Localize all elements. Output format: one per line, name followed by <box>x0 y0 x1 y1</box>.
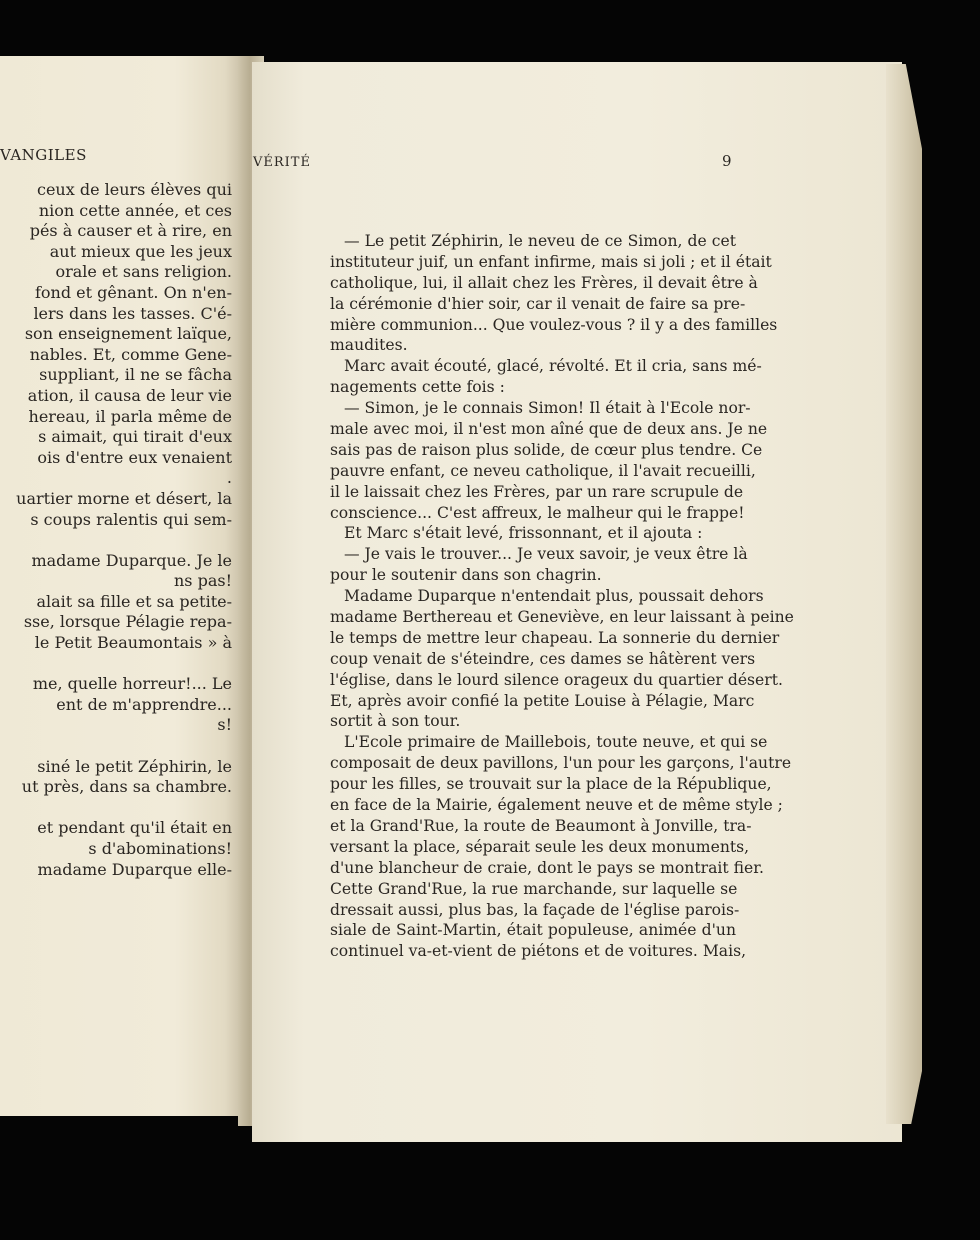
right-text-line: male avec moi, il n'est mon aîné que de deux ans. Je ne <box>330 420 768 439</box>
left-text-line: madame Duparque elle- <box>37 859 232 879</box>
right-text-line: d'une blancheur de craie, dont le pays se montrait fier. <box>330 858 764 877</box>
right-text-line: — Je vais le trouver... Je veux savoir, je veux être là <box>344 545 748 564</box>
right-text-line: coup venait de s'éteindre, ces dames se hâtèrent vers <box>330 649 756 668</box>
right-text-line: pour le soutenir dans son chagrin. <box>330 566 602 585</box>
right-text-line: nagements cette fois : <box>330 378 505 397</box>
left-text-line <box>0 736 232 757</box>
right-text-line: siale de Saint-Martin, était populeuse, animée d'un <box>330 921 736 940</box>
right-text-line: Madame Duparque n'entendait plus, poussait dehors <box>344 587 764 606</box>
right-text-line: pour les filles, se trouvait sur la place de la République, <box>330 775 772 794</box>
left-text-line: sse, lorsque Pélagie repa- <box>23 612 232 632</box>
right-text-line: et la Grand'Rue, la route de Beaumont à Jonville, tra- <box>330 816 752 835</box>
left-text-line: aut mieux que les jeux <box>49 241 232 261</box>
page-edges <box>886 64 922 1124</box>
right-text-line: — Simon, je le connais Simon! Il était à l'Ecole nor- <box>344 399 751 418</box>
left-text-line: uartier morne et désert, la <box>16 488 232 508</box>
left-text-line: ceux de leurs élèves qui <box>37 180 232 199</box>
right-text-line: l'église, dans le lourd silence orageux du quartier désert. <box>330 670 783 689</box>
right-text-line: pauvre enfant, ce neveu catholique, il l'avait recueilli, <box>330 461 756 480</box>
left-text-line: fond et gênant. On n'en- <box>34 282 232 302</box>
left-text-line: . <box>226 468 232 488</box>
right-text-line: sortit à son tour. <box>330 712 461 731</box>
left-text-line: madame Duparque. Je le <box>31 550 232 570</box>
left-text-line: ation, il causa de leur vie <box>27 385 232 405</box>
left-text-line: orale et sans religion. <box>55 262 232 282</box>
right-text-line: la cérémonie d'hier soir, car il venait de faire sa pre- <box>330 294 746 313</box>
left-text-line: ns pas! <box>173 571 232 591</box>
left-text-line: ut près, dans sa chambre. <box>21 777 232 797</box>
left-text-line: le Petit Beaumontais » à <box>34 633 232 653</box>
right-text-line: en face de la Mairie, également neuve et de même style ; <box>330 796 783 815</box>
left-text-line: ois d'entre eux venaient <box>37 447 232 467</box>
left-text-line: et pendant qu'il était en <box>37 818 232 838</box>
right-text-line: L'Ecole primaire de Maillebois, toute neuve, et qui se <box>344 733 768 752</box>
running-title: VÉRITÉ <box>253 155 311 170</box>
left-text-line: ent de m'apprendre... <box>56 694 232 714</box>
right-text-line: mière communion... Que voulez-vous ? il y a des familles <box>330 315 778 334</box>
left-text-line: lers dans les tasses. C'é- <box>33 303 232 323</box>
left-text-line: hereau, il parla même de <box>28 406 232 426</box>
left-text-line <box>0 654 232 675</box>
left-text-line: s aimait, qui tirait d'eux <box>38 427 232 447</box>
left-text-line: nion cette année, et ces <box>38 200 232 220</box>
right-text-line: catholique, lui, il allait chez les Frères, il devait être à <box>330 273 758 292</box>
left-text-line: nables. Et, comme Gene- <box>29 344 232 364</box>
left-text-line: suppliant, il ne se fâcha <box>39 365 232 385</box>
right-text-line: Et Marc s'était levé, frissonnant, et il ajouta : <box>344 524 703 543</box>
right-text-line: Cette Grand'Rue, la rue marchande, sur laquelle se <box>330 879 738 898</box>
right-text-line: conscience... C'est affreux, le malheur qui le frappe! <box>330 503 745 522</box>
page-number: 9 <box>722 152 732 170</box>
right-text-line: il le laissait chez les Frères, par un rare scrupule de <box>330 482 744 501</box>
right-text-line: versant la place, séparait seule les deux monuments, <box>330 837 750 856</box>
left-text-line: s coups ralentis qui sem- <box>30 509 232 529</box>
left-text-line <box>0 798 232 819</box>
left-text-line <box>0 530 232 551</box>
left-text-line: s d'abominations! <box>88 839 232 858</box>
left-running-header: VANGILES <box>0 146 87 164</box>
right-text-line: maudites. <box>330 336 408 355</box>
right-text-line: Marc avait écouté, glacé, révolté. Et il cria, sans mé- <box>344 357 762 376</box>
right-text-line: le temps de mettre leur chapeau. La sonnerie du dernier <box>330 628 780 647</box>
right-text-line: composait de deux pavillons, l'un pour les garçons, l'autre <box>330 754 792 773</box>
left-text-line: pés à causer et à rire, en <box>29 221 232 241</box>
right-text-line: dressait aussi, plus bas, la façade de l'église parois- <box>330 900 740 919</box>
right-text-line: Et, après avoir confié la petite Louise à Pélagie, Marc <box>330 691 755 710</box>
right-text-line: sais pas de raison plus solide, de cœur plus tendre. Ce <box>330 440 763 459</box>
right-text-line: — Le petit Zéphirin, le neveu de ce Simon, de cet <box>344 232 736 250</box>
left-text-line: siné le petit Zéphirin, le <box>37 756 232 776</box>
left-text-line: s! <box>217 715 232 735</box>
left-text-line: me, quelle horreur!... Le <box>32 674 232 694</box>
right-page-text <box>330 231 794 962</box>
left-text-line: alait sa fille et sa petite- <box>36 591 232 611</box>
right-text-line: madame Berthereau et Geneviève, en leur laissant à peine <box>330 608 794 627</box>
left-page-text <box>0 180 232 880</box>
right-text-line: instituteur juif, un enfant infirme, mais si joli ; et il était <box>330 252 772 271</box>
left-text-line: son enseignement laïque, <box>24 324 232 344</box>
right-text-line: continuel va-et-vient de piétons et de voitures. Mais, <box>330 942 747 961</box>
